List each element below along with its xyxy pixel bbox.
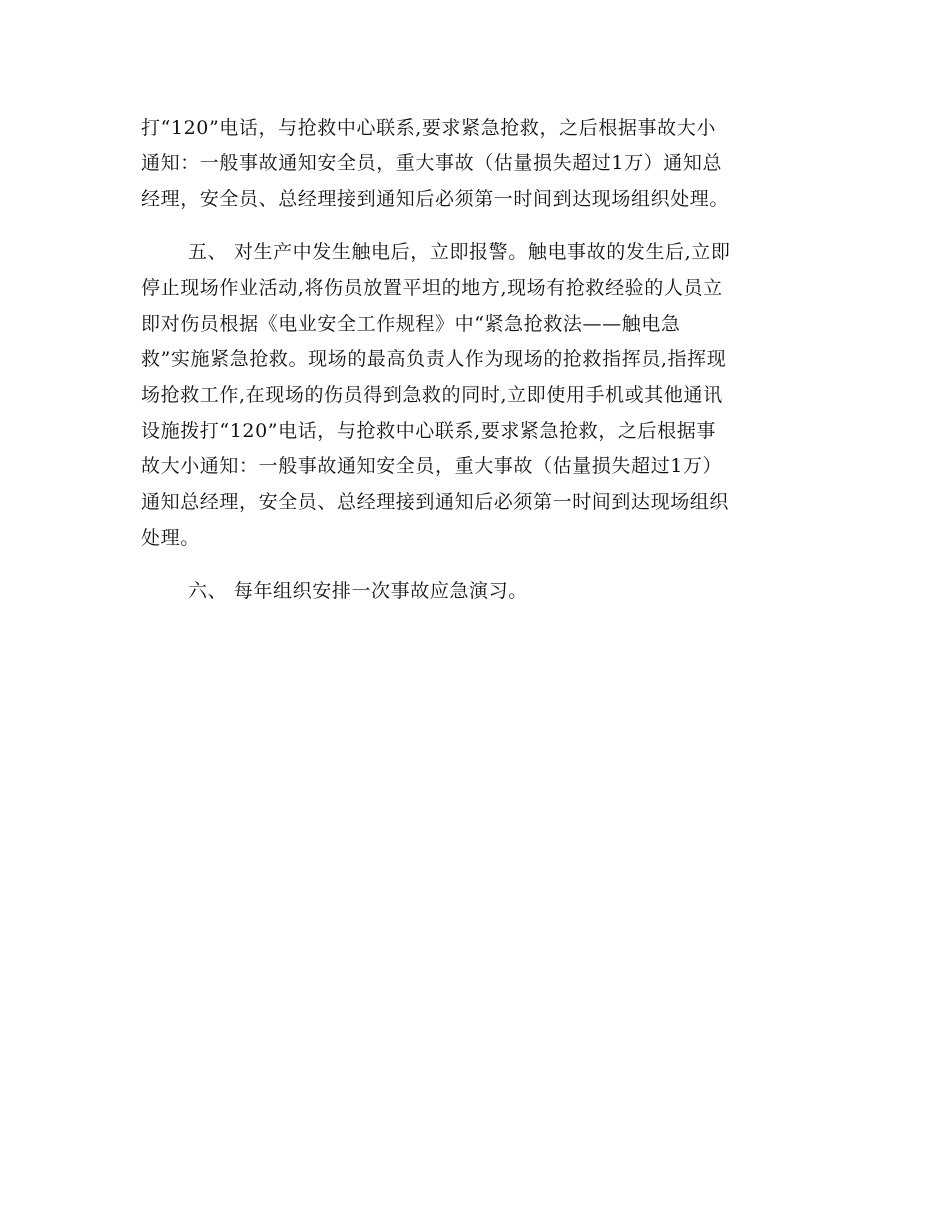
- text-line: 场抢救工作,在现场的伤员得到急救的同时,立即使用手机或其他通讯: [141, 384, 723, 406]
- text-line: 处理。: [141, 527, 200, 549]
- text-line: 经理，安全员、总经理接到通知后必须第一时间到达现场组织处理。: [141, 188, 730, 210]
- text-line: 五、 对生产中发生触电后，立即报警。触电事故的发生后,立即: [188, 241, 731, 263]
- text-line: 即对伤员根据《电业安全工作规程》中“紧急抢救法——触电急: [141, 313, 681, 335]
- text-line: 停止现场作业活动,将伤员放置平坦的地方,现场有抢救经验的人员立: [141, 277, 723, 299]
- text-line: 通知：一般事故通知安全员，重大事故（估量损失超过1万）通知总: [141, 152, 723, 174]
- text-line: 设施拨打“120”电话，与抢救中心联系,要求紧急抢救，之后根据事: [141, 420, 716, 442]
- text-line: 故大小通知：一般事故通知安全员，重大事故（估量损失超过1万）: [141, 455, 723, 477]
- text-line: 救”实施紧急抢救。现场的最高负责人作为现场的抢救指挥员,指挥现: [141, 348, 727, 370]
- text-line: 打“120”电话，与抢救中心联系,要求紧急抢救，之后根据事故大小: [141, 117, 716, 139]
- text-line: 六、 每年组织安排一次事故应急演习。: [188, 580, 528, 602]
- text-line: 通知总经理，安全员、总经理接到通知后必须第一时间到达现场组织: [141, 491, 730, 513]
